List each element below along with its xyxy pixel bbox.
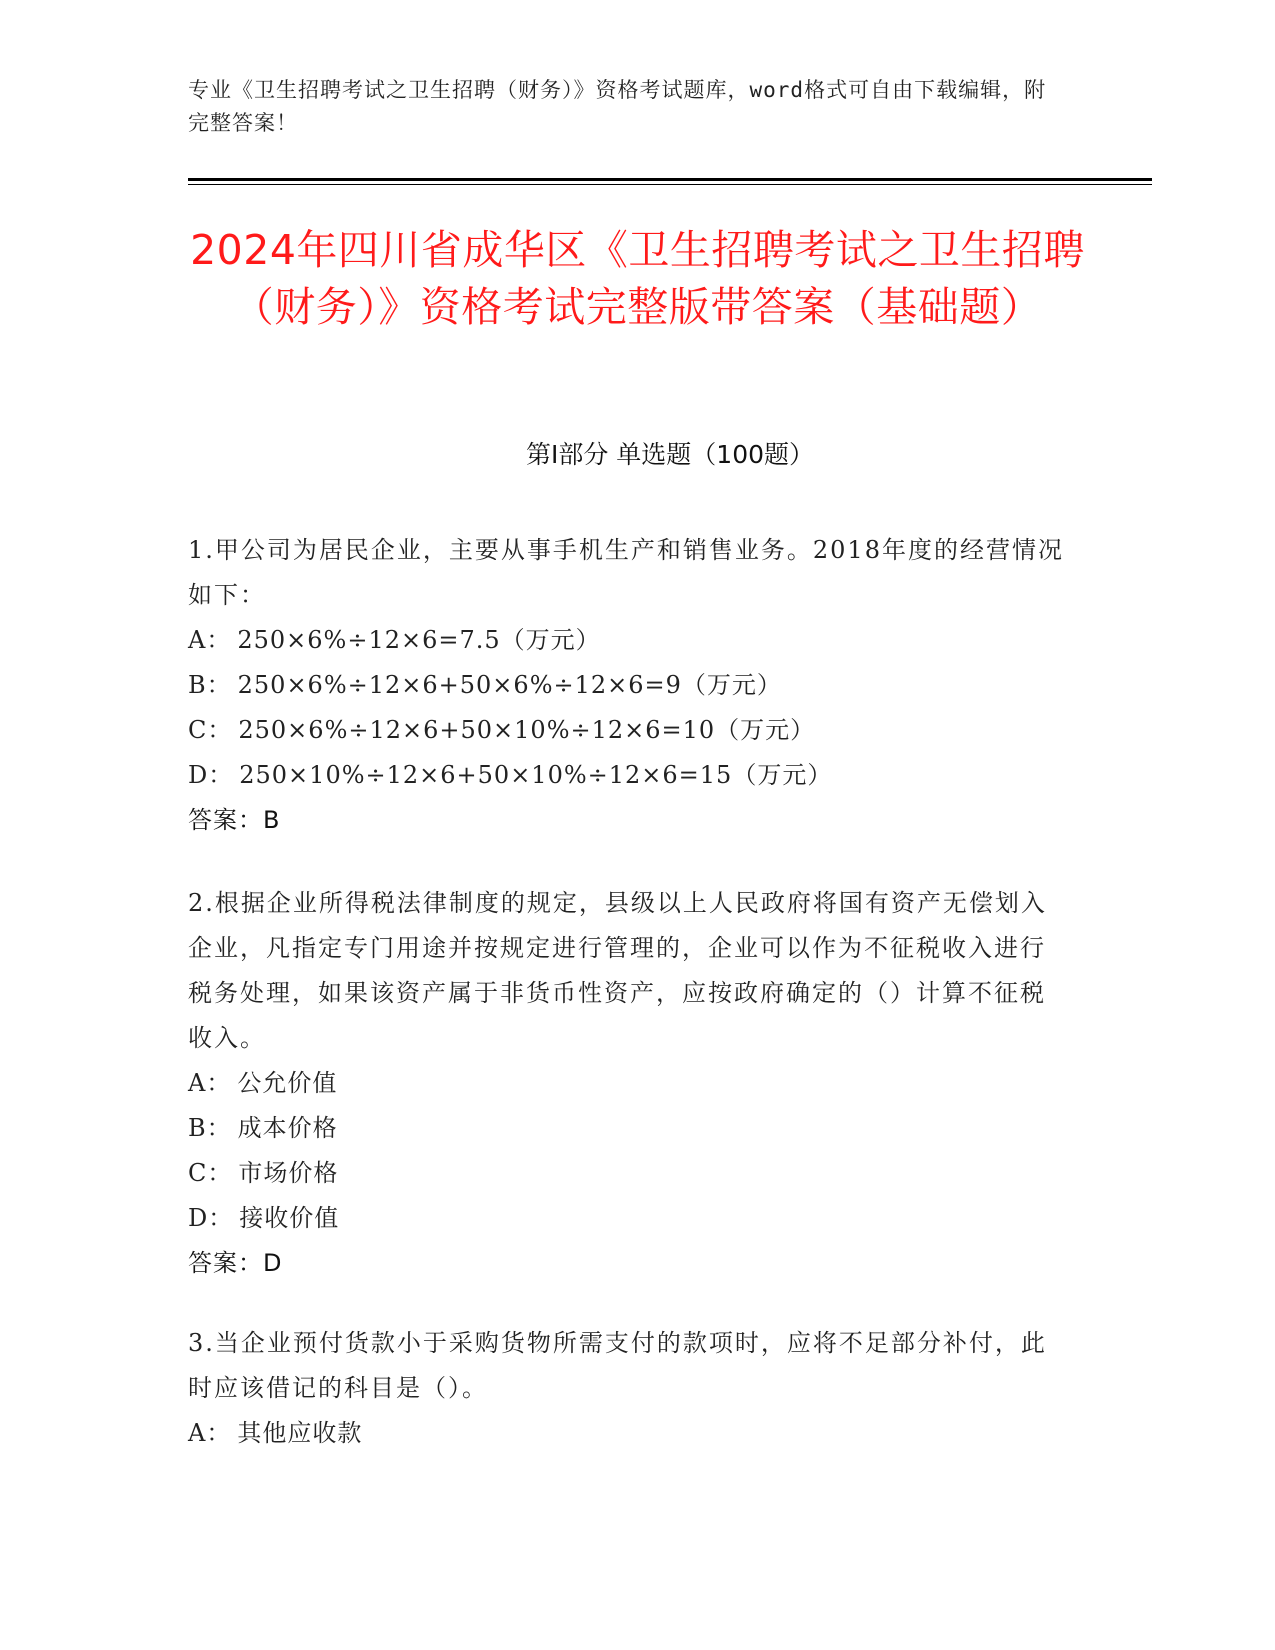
option-text: 其他应收款 (237, 1419, 363, 1447)
option-letter: D： (188, 761, 234, 789)
option-b (188, 1106, 1068, 1151)
option-letter: B： (188, 1114, 232, 1142)
question-stem: 3.当企业预付货款小于采购货物所需支付的款项时，应将不足部分补付，此时应该借记的科目是（）。 (188, 1329, 1047, 1402)
document-title: 2024年四川省成华区《卫生招聘考试之卫生招聘（财务）》资格考试完整版带答案（基础题） (190, 226, 1085, 331)
option-c (188, 708, 1068, 753)
question-stem: 1.甲公司为居民企业，主要从事手机生产和销售业务。2018年度的经营情况如下： (188, 536, 1064, 609)
option-text: 成本价格 (237, 1114, 338, 1142)
option-text: 250×6%÷12×6+50×10%÷12×6=10（万元） (238, 716, 816, 744)
question-2 (188, 881, 1068, 1286)
option-b (188, 663, 1068, 708)
option-letter: A： (188, 1419, 232, 1447)
option-a (188, 618, 1068, 663)
question-stem: 2.根据企业所得税法律制度的规定，县级以上人民政府将国有资产无偿划入企业，凡指定专门用途并按规定进行管理的，企业可以作为不征税收入进行税务处理，如果该资产属于非货币性资产，应按政府确定的（）计算不征税收入。 (188, 889, 1047, 1052)
answer-line (188, 1241, 1068, 1286)
option-c (188, 1151, 1068, 1196)
option-text: 250×6%÷12×6=7.5（万元） (237, 626, 601, 654)
option-d (188, 753, 1068, 798)
option-letter: A： (188, 626, 232, 654)
option-letter: B： (188, 671, 232, 699)
answer-value: B (263, 806, 281, 834)
option-a (188, 1411, 1068, 1456)
answer-line (188, 798, 1068, 843)
option-text: 250×10%÷12×6+50×10%÷12×6=15（万元） (239, 761, 833, 789)
option-letter: C： (188, 716, 233, 744)
option-text: 公允价值 (237, 1069, 338, 1097)
option-d (188, 1196, 1068, 1241)
answer-label: 答案： (188, 1249, 263, 1277)
header-note: 专业《卫生招聘考试之卫生招聘（财务）》资格考试题库，word格式可自由下载编辑，附完整答案！ (188, 78, 1047, 135)
header-rule-thin (188, 184, 1152, 185)
option-a (188, 1061, 1068, 1106)
header-rule-thick (188, 178, 1152, 181)
option-letter: C： (188, 1159, 233, 1187)
answer-label: 答案： (188, 806, 263, 834)
option-text: 250×6%÷12×6+50×6%÷12×6=9（万元） (237, 671, 782, 699)
answer-value: D (263, 1249, 283, 1277)
option-text: 接收价值 (239, 1204, 340, 1232)
section-title: 第Ⅰ部分 单选题（100题） (525, 440, 815, 469)
question-1 (188, 528, 1068, 843)
option-letter: A： (188, 1069, 232, 1097)
option-letter: D： (188, 1204, 234, 1232)
question-3 (188, 1321, 1068, 1456)
option-text: 市场价格 (238, 1159, 339, 1187)
